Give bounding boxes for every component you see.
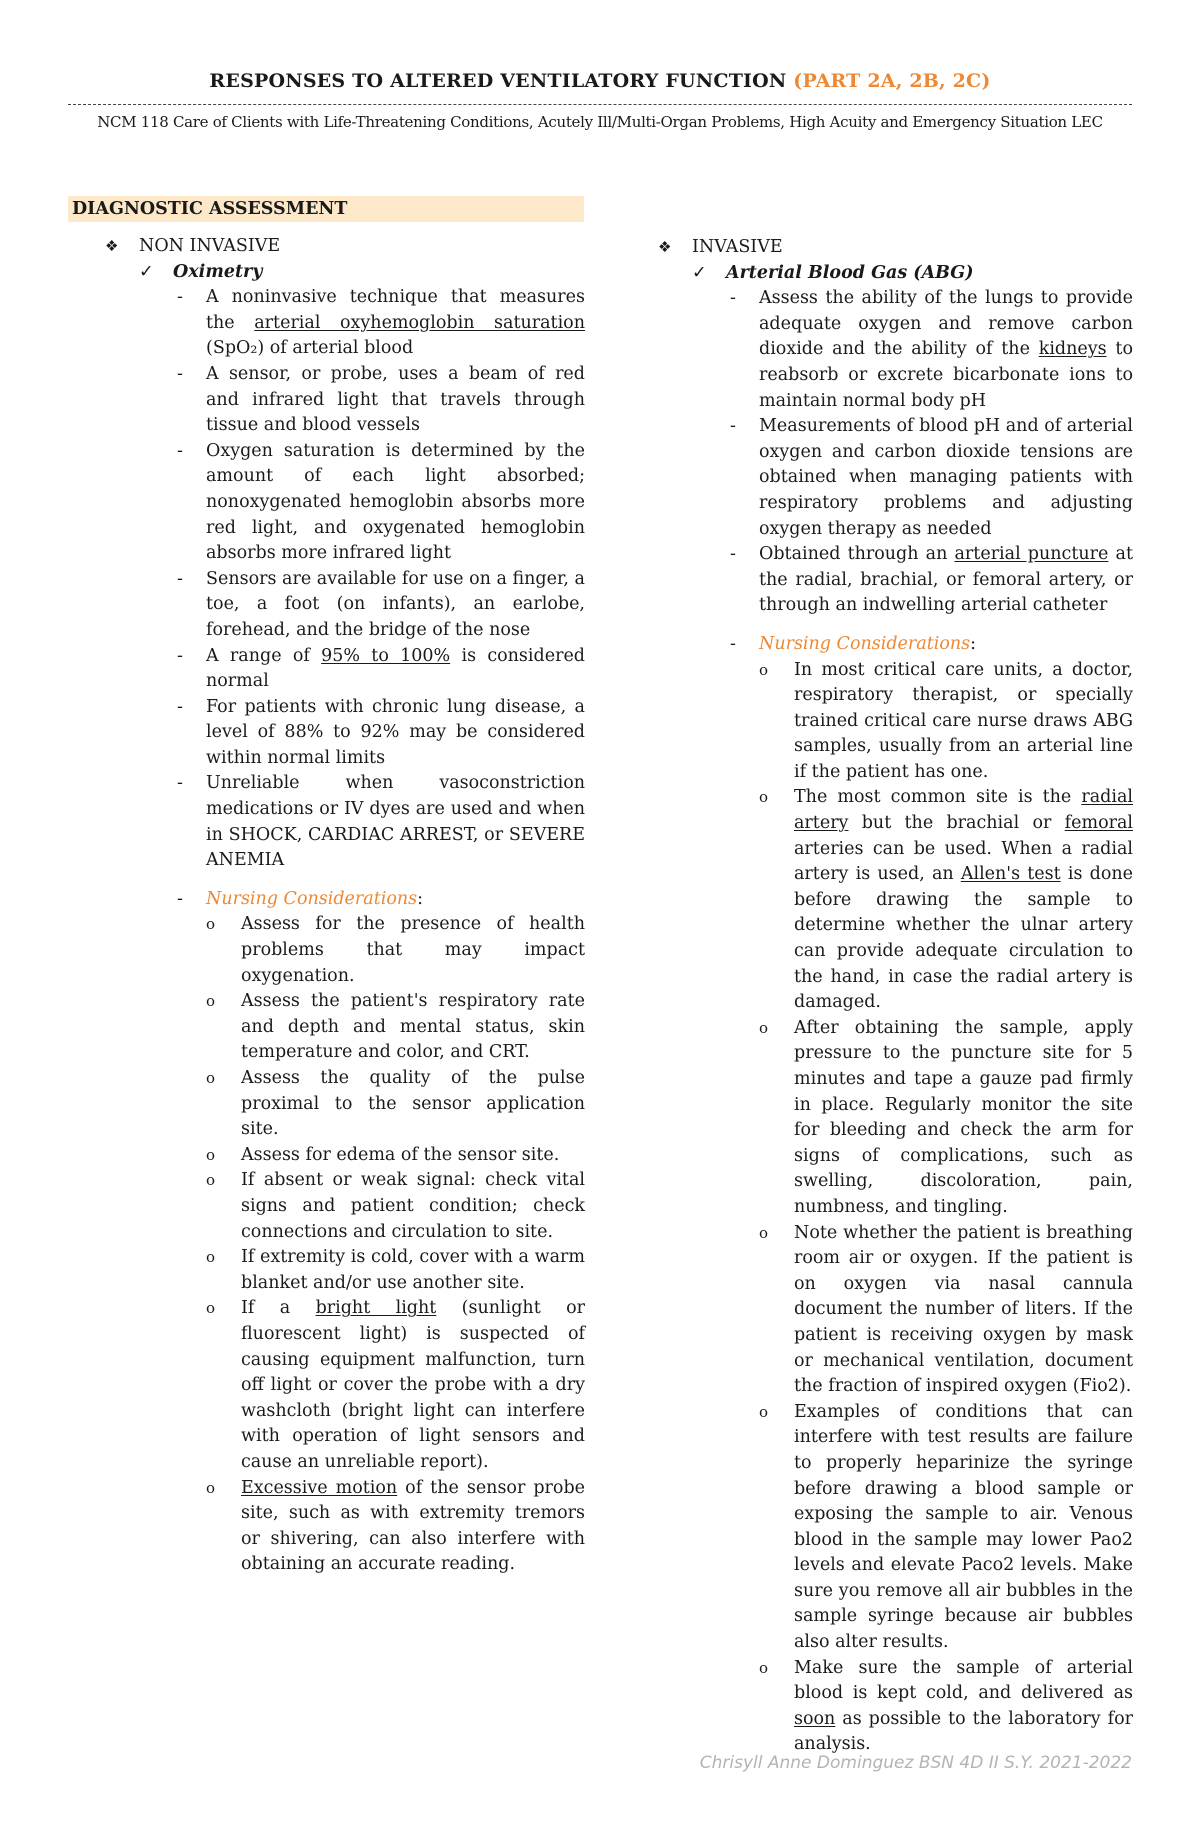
list-item: o Excessive motion of the sensor probe site, such as with extremity tremors or shivering, can also interfere with obtaining an accurate reading. <box>206 1476 585 1578</box>
section-heading: DIAGNOSTIC ASSESSMENT <box>68 196 584 222</box>
nursing-considerations-item: - Nursing Considerations: o Assess for the presence of health problems that may impact oxygenation. o Assess the patient's respiratory rate and depth and mental status, skin temperature and color, and CRT. o Assess the quality of the pulse proximal to the sensor application site. o Assess for edema of the sensor site. o If absent or weak signal: check vital signs and patient condition; check connections and circulation to site. o If extremity is cold, cover with a warm blanket and/or use another site. o If a bright light (sunlight or fluorescent light) is suspected of causing equipment malfunction, turn off light or cover the probe with a dry washcloth (bright light can interfere with operation of light sensors and cause an unreliable report). o Excessive motion of the sensor probe site, such as with extremity tremors or shivering, can also interfere with obtaining an accurate reading. <box>173 887 585 1578</box>
subheading-text: Arterial Blood Gas (ABG) <box>726 262 974 283</box>
list-item: - Sensors are available for use on a finger, a toe, a foot (on infants), an earlobe, forehead, and the bridge of the nose <box>173 567 585 644</box>
abg-list <box>726 286 1133 1758</box>
list-item: - Assess the ability of the lungs to provide adequate oxygen and remove carbon dioxide and the ability of the kidneys to reabsorb or excrete bicarbonate ions to maintain normal body pH <box>726 286 1133 414</box>
oximetry-heading <box>105 260 585 286</box>
list-item: - Measurements of blood pH and of arterial oxygen and carbon dioxide tensions are obtained when managing patients with respiratory problems and adjusting oxygen therapy as needed <box>726 414 1133 542</box>
diamond-bullet-icon: ❖ <box>105 237 119 255</box>
dashed-divider <box>68 104 1132 105</box>
list-item: o Assess for edema of the sensor site. <box>206 1143 585 1169</box>
list-item: o The most common site is the radial artery but the brachial or femoral arteries can be used. When a radial artery is used, an Allen's test is done before drawing the sample to determine whether the ulnar artery can provide adequate circulation to the hand, in case the radial artery is damaged. <box>759 785 1133 1015</box>
list-item: - Obtained through an arterial puncture at the radial, brachial, or femoral artery, or through an indwelling arterial catheter <box>726 542 1133 619</box>
list-item: - A sensor, or probe, uses a beam of red and infrared light that travels through tissue and blood vessels <box>173 362 585 439</box>
list-item: o Examples of conditions that can interfere with test results are failure to properly heparinize the syringe before drawing a blood sample or exposing the sample to air. Venous blood in the sample may lower Pao2 levels and elevate Paco2 levels. Make sure you remove all air bubbles in the sample syringe because air bubbles also alter results. <box>759 1400 1133 1656</box>
course-subtitle: NCM 118 Care of Clients with Life-Threatening Conditions, Acutely Ill/Multi-Organ Problems, High Acuity and Emergency Situation LEC <box>97 113 1103 131</box>
abg-heading <box>658 261 1133 287</box>
heading-text: NON INVASIVE <box>139 236 281 256</box>
list-item: o If extremity is cold, cover with a warm blanket and/or use another site. <box>206 1245 585 1296</box>
list-item: - Oxygen saturation is determined by the amount of each light absorbed; nonoxygenated hemoglobin absorbs more red light, and oxygenated hemoglobin absorbs more infrared light <box>173 439 585 567</box>
non-invasive-column <box>105 234 585 1578</box>
list-item: o Make sure the sample of arterial blood is kept cold, and delivered as soon as possible to the laboratory for analysis. <box>759 1656 1133 1758</box>
list-item: - For patients with chronic lung disease, a level of 88% to 92% may be considered within normal limits <box>173 695 585 772</box>
title-part: (PART 2A, 2B, 2C) <box>793 70 991 92</box>
list-item: o If absent or weak signal: check vital signs and patient condition; check connections and circulation to site. <box>206 1168 585 1245</box>
nursing-considerations-list <box>206 912 585 1577</box>
diamond-bullet-icon: ❖ <box>658 238 672 256</box>
nursing-considerations-label: Nursing Considerations <box>206 888 418 909</box>
checkmark-icon: ✓ <box>692 262 707 283</box>
list-item: - A noninvasive technique that measures the arterial oxyhemoglobin saturation (SpO₂) of arterial blood <box>173 285 585 362</box>
list-item: o In most critical care units, a doctor, respiratory therapist, or specially trained critical care nurse draws ABG samples, usually from an arterial line if the patient has one. <box>759 658 1133 786</box>
list-item: o After obtaining the sample, apply pressure to the puncture site for 5 minutes and tape a gauze pad firmly in place. Regularly monitor the site for bleeding and check the arm for signs of complications, such as swelling, discoloration, pain, numbness, and tingling. <box>759 1016 1133 1221</box>
list-item: o Note whether the patient is breathing room air or oxygen. If the patient is on oxygen via nasal cannula document the number of liters. If the patient is receiving oxygen by mask or mechanical ventilation, document the fraction of inspired oxygen (Fio2). <box>759 1221 1133 1400</box>
invasive-heading <box>658 235 1133 261</box>
page-title <box>0 70 1200 92</box>
list-item: - Unreliable when vasoconstriction medications or IV dyes are used and when in SHOCK, CARDIAC ARREST, or SEVERE ANEMIA <box>173 771 585 873</box>
invasive-column <box>658 235 1133 1758</box>
heading-text: INVASIVE <box>692 237 783 257</box>
list-item: o Assess the patient's respiratory rate and depth and mental status, skin temperature and color, and CRT. <box>206 989 585 1066</box>
list-item: o If a bright light (sunlight or fluorescent light) is suspected of causing equipment malfunction, turn off light or cover the probe with a dry washcloth (bright light can interfere with operation of light sensors and cause an unreliable report). <box>206 1296 585 1475</box>
list-item: o Assess for the presence of health problems that may impact oxygenation. <box>206 912 585 989</box>
nursing-considerations-item: - Nursing Considerations: o In most critical care units, a doctor, respiratory therapist, or specially trained critical care nurse draws ABG samples, usually from an arterial line if the patient has one. o The most common site is the radial artery but the brachial or femoral arteries can be used. When a radial artery is used, an Allen's test is done before drawing the sample to determine whether the ulnar artery can provide adequate circulation to the hand, in case the radial artery is damaged. o After obtaining the sample, apply pressure to the puncture site for 5 minutes and tape a gauze pad firmly in place. Regularly monitor the site for bleeding and check the arm for signs of complications, such as swelling, discoloration, pain, numbness, and tingling. o Note whether the patient is breathing room air or oxygen. If the patient is on oxygen via nasal cannula document the number of liters. If the patient is receiving oxygen by mask or mechanical ventilation, document the fraction of inspired oxygen (Fio2). o Examples of conditions that can interfere with test results are failure to properly heparinize the syringe before drawing a blood sample or exposing the sample to air. Venous blood in the sample may lower Pao2 levels and elevate Paco2 levels. Make sure you remove all air bubbles in the sample syringe because air bubbles also alter results. o Make sure the sample of arterial blood is kept cold, and delivered as soon as possible to the laboratory for analysis. <box>726 632 1133 1758</box>
title-main: RESPONSES TO ALTERED VENTILATORY FUNCTION <box>209 70 787 92</box>
footer-author: Chrisyll Anne Dominguez BSN 4D II S.Y. 2021-2022 <box>699 1753 1132 1773</box>
checkmark-icon: ✓ <box>139 261 154 282</box>
oximetry-list <box>173 285 585 1578</box>
list-item: o Assess the quality of the pulse proximal to the sensor application site. <box>206 1066 585 1143</box>
subheading-text: Oximetry <box>173 261 263 282</box>
list-item: - A range of 95% to 100% is considered normal <box>173 644 585 695</box>
nursing-considerations-label: Nursing Considerations <box>759 633 971 654</box>
nursing-considerations-list <box>759 658 1133 1759</box>
non-invasive-heading <box>105 234 585 260</box>
